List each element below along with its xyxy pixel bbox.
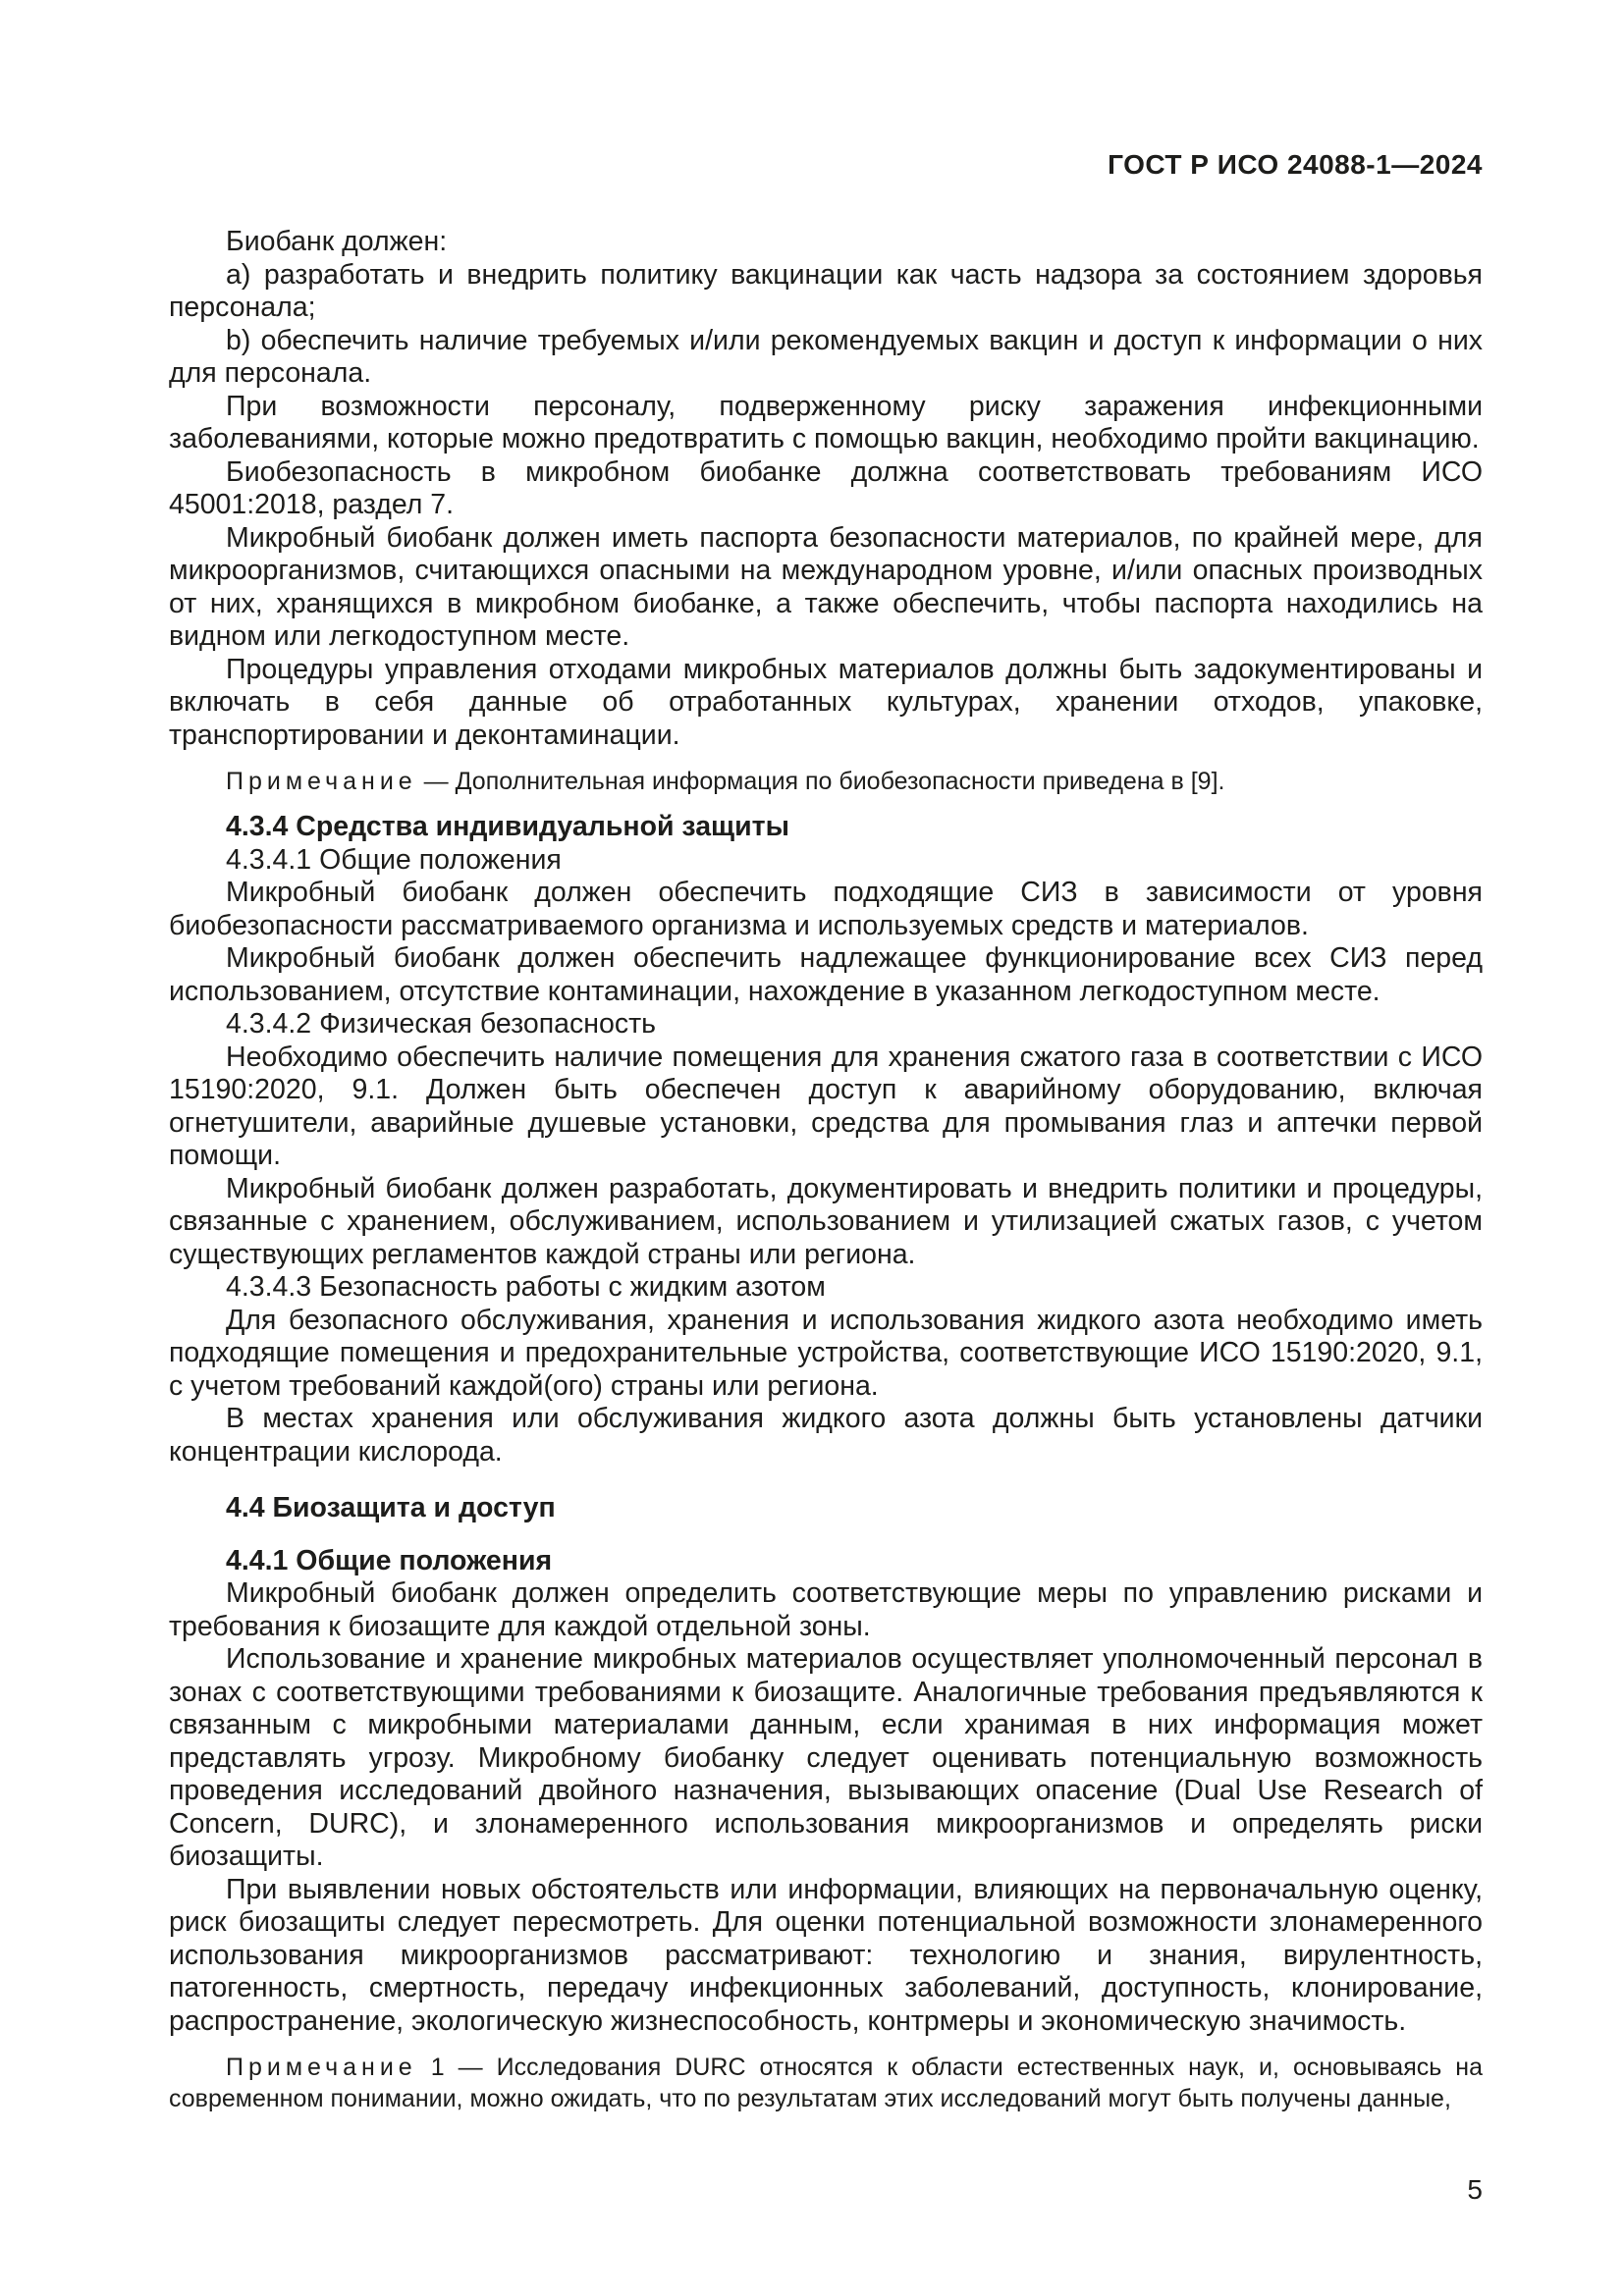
paragraph: При выявлении новых обстоятельств или информации, влияющих на первоначальную оценку, риск биозащиты следует пересмотреть. Для оценки потенциальной возможности злонамеренного использования микроорганизмов рассматривают: технологию и знания, вирулентность, патогенность, смертность, передачу инфекционных заболеваний, доступность, клонирование, распространение, экологическую жизнеспособность, контрмеры и экономическую значимость. bbox=[169, 1873, 1483, 2037]
paragraph: Использование и хранение микробных материалов осуществляет уполномоченный персонал в зонах с соответствующими требованиями к биозащите. Аналогичные требования предъявляются к связанным с микробными материалами данным, если хранимая в них информация может представлять угрозу. Микробному биобанку следует оценивать потенциальную возможность проведения исследований двойного назначения, вызывающих опасение (Dual Use Research of Concern, DURC), и злонамеренного использования микроорганизмов и определять риски биозащиты. bbox=[169, 1643, 1483, 1872]
document-body bbox=[169, 226, 1483, 2114]
paragraph: Микробный биобанк должен иметь паспорта безопасности материалов, по крайней мере, для микроорганизмов, считающихся опасными на международном уровне, и/или опасных производных от них, хранящихся в микробном биобанке, а также обеспечить, чтобы паспорта находились на видном или легкодоступном месте. bbox=[169, 521, 1483, 652]
section-heading-4-3-4: 4.3.4 Средства индивидуальной защиты bbox=[226, 811, 789, 842]
paragraph: Необходимо обеспечить наличие помещения для хранения сжатого газа в соответствии с ИСО 15190:2020, 9.1. Должен быть обеспечен доступ к аварийному оборудованию, включая огнетушители, аварийные душевые установки, средства для промывания глаз и аптечки первой помощи. bbox=[169, 1041, 1483, 1171]
note-durc bbox=[169, 2052, 1483, 2114]
note-label: Примечание bbox=[226, 768, 417, 795]
paragraph: Микробный биобанк должен обеспечить подходящие СИЗ в зависимости от уровня биобезопасности рассматриваемого организма и используемых средств и материалов. bbox=[169, 877, 1483, 941]
note-text: 1 — Исследования DURC относятся к области естественных наук, и, основываясь на современном понимании, можно ожидать, что по результатам этих исследований могут быть получены данные, bbox=[169, 2054, 1483, 2112]
standard-code-header: ГОСТ Р ИСО 24088-1—2024 bbox=[1108, 149, 1483, 180]
paragraph: Процедуры управления отходами микробных материалов должны быть задокументированы и включать в себя данные об отработанных культурах, хранении отходов, упаковке, транспортировании и деконтаминации. bbox=[169, 653, 1483, 751]
subsection-heading-4-3-4-1: 4.3.4.1 Общие положения bbox=[226, 843, 562, 876]
page-number: 5 bbox=[1467, 2174, 1483, 2205]
paragraph: Микробный биобанк должен определить соответствующие меры по управлению рисками и требования к биозащите для каждой отдельной зоны. bbox=[169, 1577, 1483, 1642]
paragraph: Биобанк должен: bbox=[226, 226, 448, 257]
note-text: — Дополнительная информация по биобезопасности приведена в [9]. bbox=[416, 768, 1225, 795]
paragraph: В местах хранения или обслуживания жидкого азота должны быть установлены датчики концентрации кислорода. bbox=[169, 1403, 1483, 1468]
list-item-b: b) обеспечить наличие требуемых и/или рекомендуемых вакцин и доступ к информации о них для персонала. bbox=[169, 324, 1483, 389]
paragraph: Микробный биобанк должен разработать, документировать и внедрить политики и процедуры, связанные с хранением, обслуживанием, использованием и утилизацией сжатых газов, с учетом существующих регламентов каждой страны или региона. bbox=[169, 1172, 1483, 1270]
paragraph: Для безопасного обслуживания, хранения и использования жидкого азота необходимо иметь подходящие помещения и предохранительные устройства, соответствующие ИСО 15190:2020, 9.1, с учетом требований каждой(ого) страны или региона. bbox=[169, 1304, 1483, 1402]
paragraph: Биобезопасность в микробном биобанке должна соответствовать требованиям ИСО 45001:2018, раздел 7. bbox=[169, 455, 1483, 520]
paragraph: При возможности персоналу, подверженному риску заражения инфекционными заболеваниями, которые можно предотвратить с помощью вакцин, необходимо пройти вакцинацию. bbox=[169, 390, 1483, 454]
section-heading-4-4-1: 4.4.1 Общие положения bbox=[226, 1544, 553, 1576]
note-biosafety bbox=[169, 766, 1483, 797]
subsection-heading-4-3-4-3: 4.3.4.3 Безопасность работы с жидким азотом bbox=[226, 1271, 826, 1303]
paragraph: Микробный биобанк должен обеспечить надлежащее функционирование всех СИЗ перед использованием, отсутствие контаминации, нахождение в указанном легкодоступном месте. bbox=[169, 942, 1483, 1007]
subsection-heading-4-3-4-2: 4.3.4.2 Физическая безопасность bbox=[226, 1008, 656, 1040]
section-heading-4-4: 4.4 Биозащита и доступ bbox=[226, 1492, 556, 1523]
list-item-a: а) разработать и внедрить политику вакцинации как часть надзора за состоянием здоровья персонала; bbox=[169, 258, 1483, 323]
note-label: Примечание bbox=[226, 2054, 417, 2081]
